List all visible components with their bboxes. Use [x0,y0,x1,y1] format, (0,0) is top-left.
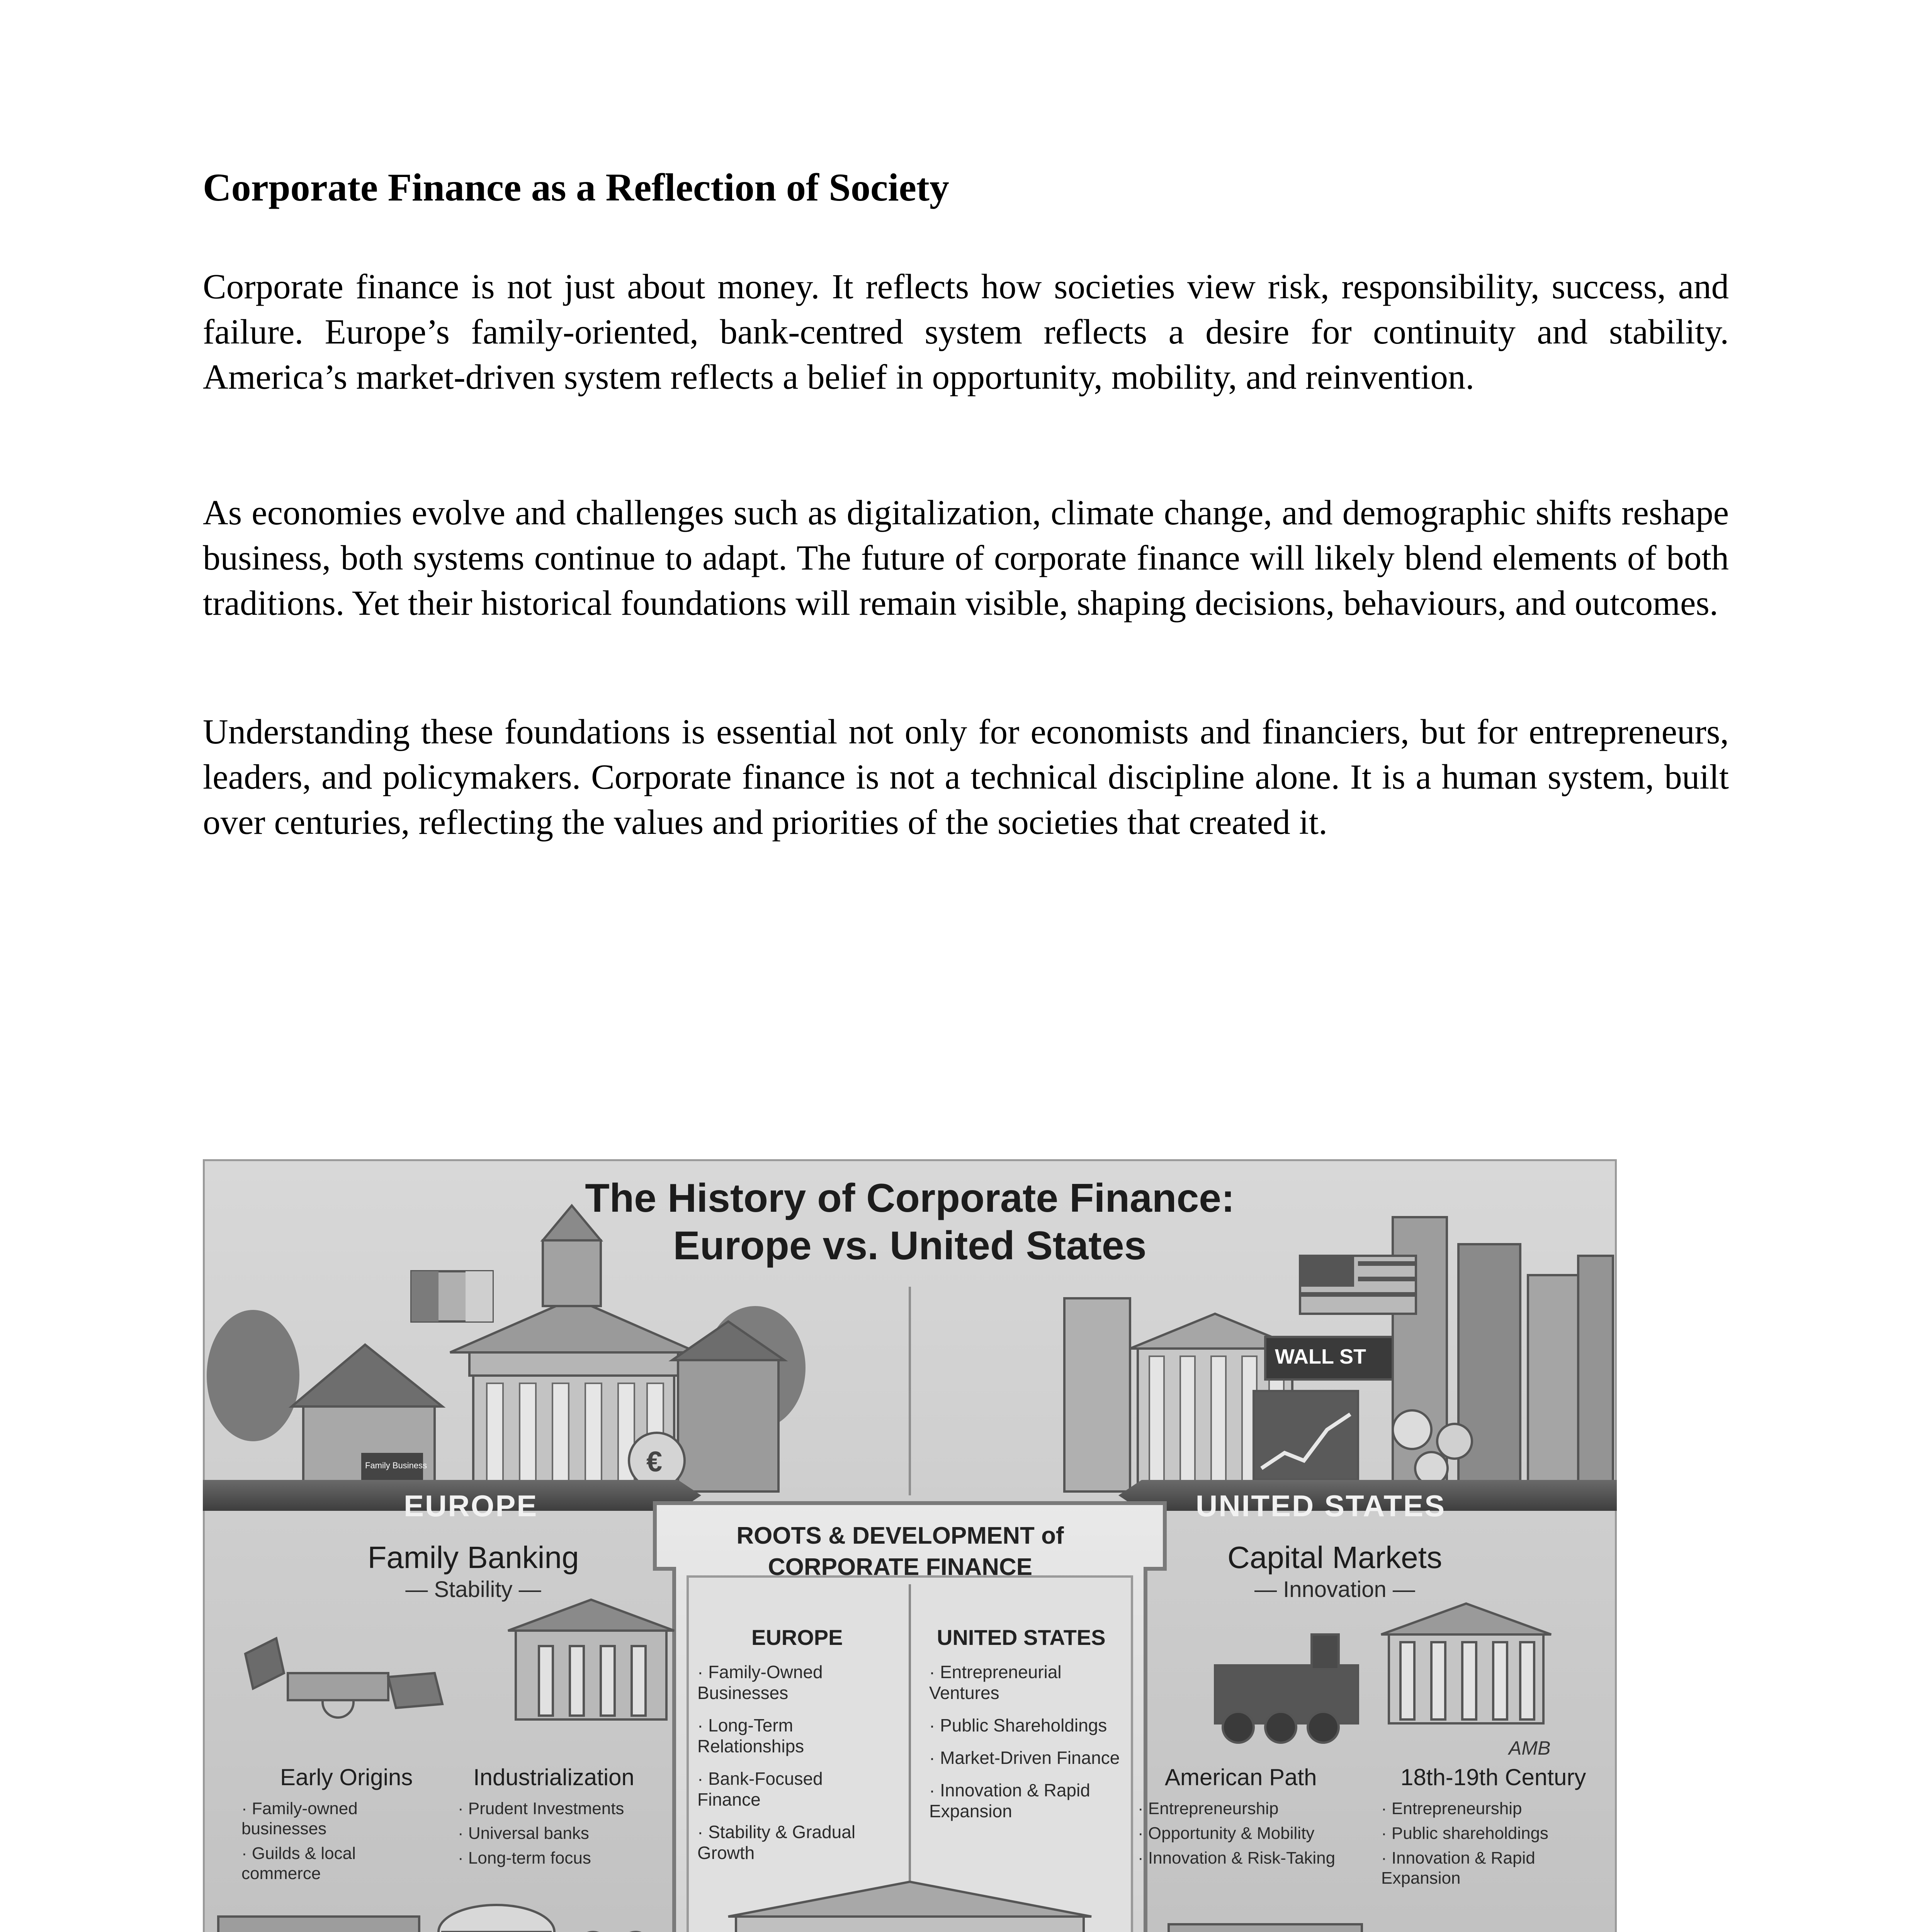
roots-us-list [929,1662,1130,1833]
list-item: · Innovation & Risk-Taking [1138,1848,1354,1868]
american-path-heading: American Path [1165,1764,1317,1790]
list-item: · Guilds & local commerce [241,1844,427,1884]
list-item: · Stability & Gradual Growth [697,1821,891,1863]
roots-title-line-1: ROOTS & DEVELOPMENT of [736,1522,1064,1549]
roots-europe-list [697,1662,891,1875]
industrialization-heading: Industrialization [473,1764,634,1790]
paragraph-1: Corporate finance is not just about money. It reflects how societies view risk, responsibility, success, and failure. Europe’s family-oriented, bank-centred system reflects a desire for continuity and stability. America’s market-driven system reflects a belief in opportunity, mobility, and reinvention. [203,267,1729,396]
list-item: · Family-owned businesses [241,1799,427,1839]
us-system-title: Capital Markets [1227,1540,1442,1575]
paragraph-3: Understanding these foundations is essential not only for economists and financiers, but for entrepreneurs, leaders, and policymakers. Corporate finance is not a technical discipline alone. It is a human system, built over centuries, reflecting the values and priorities of the societies that created it. [203,712,1729,842]
list-item: · Universal banks [458,1823,659,1844]
list-item: · Bank-Focused Finance [697,1768,891,1810]
list-item: · Entrepreneurship [1138,1799,1354,1819]
euro-symbol: € [646,1446,663,1478]
infographic-title-line-1: The History of Corporate Finance: [585,1176,1235,1221]
infographic-title-line-2: Europe vs. United States [673,1223,1147,1268]
paragraph-2: As economies evolve and challenges such as digitalization, climate change, and demographic shifts reshape business, both systems continue to adapt. The future of corporate finance will likely blend elements of both traditions. Yet their historical foundations will remain visible, shaping decisions, behaviours, and outcomes. [203,493,1729,622]
list-item: · Family-Owned Businesses [697,1662,891,1703]
list-item: · Prudent Investments [458,1799,659,1819]
early-origins-heading: Early Origins [280,1764,413,1790]
list-item: · Innovation & Rapid Expansion [929,1780,1130,1821]
infographic-title [203,1175,1617,1269]
wall-street-sign: WALL ST [1275,1345,1366,1368]
early-origins-list [241,1799,427,1888]
roots-europe-heading: EUROPE [751,1625,843,1650]
europe-ribbon-label: EUROPE [404,1489,538,1523]
us-ribbon-label: UNITED STATES [1196,1489,1446,1523]
roots-title [649,1520,1151,1583]
europe-system-title: Family Banking [367,1540,579,1575]
list-item: · Entrepreneurial Ventures [929,1662,1130,1703]
list-item: · Public Shareholdings [929,1715,1130,1736]
infographic-figure [203,1159,1617,1932]
list-item: · Long-term focus [458,1848,659,1868]
us-system-subtitle: — Innovation — [1254,1577,1415,1602]
family-business-sign: Family Business [365,1461,427,1470]
american-path-list [1138,1799,1354,1873]
list-item: · Long-Term Relationships [697,1715,891,1757]
list-item: · Entrepreneurship [1381,1799,1582,1819]
section-title: Corporate Finance as a Reflection of Society [203,166,949,209]
artist-signature: AMB [1509,1737,1551,1759]
list-item: · Market-Driven Finance [929,1747,1130,1768]
list-item: · Innovation & Rapid Expansion [1381,1848,1582,1888]
roots-title-line-2: CORPORATE FINANCE [768,1553,1033,1580]
century-heading: 18th-19th Century [1400,1764,1586,1790]
europe-system-subtitle: — Stability — [405,1577,541,1602]
industrialization-list [458,1799,659,1873]
century-list [1381,1799,1582,1893]
list-item: · Opportunity & Mobility [1138,1823,1354,1844]
roots-us-heading: UNITED STATES [937,1625,1106,1650]
list-item: · Public shareholdings [1381,1823,1582,1844]
